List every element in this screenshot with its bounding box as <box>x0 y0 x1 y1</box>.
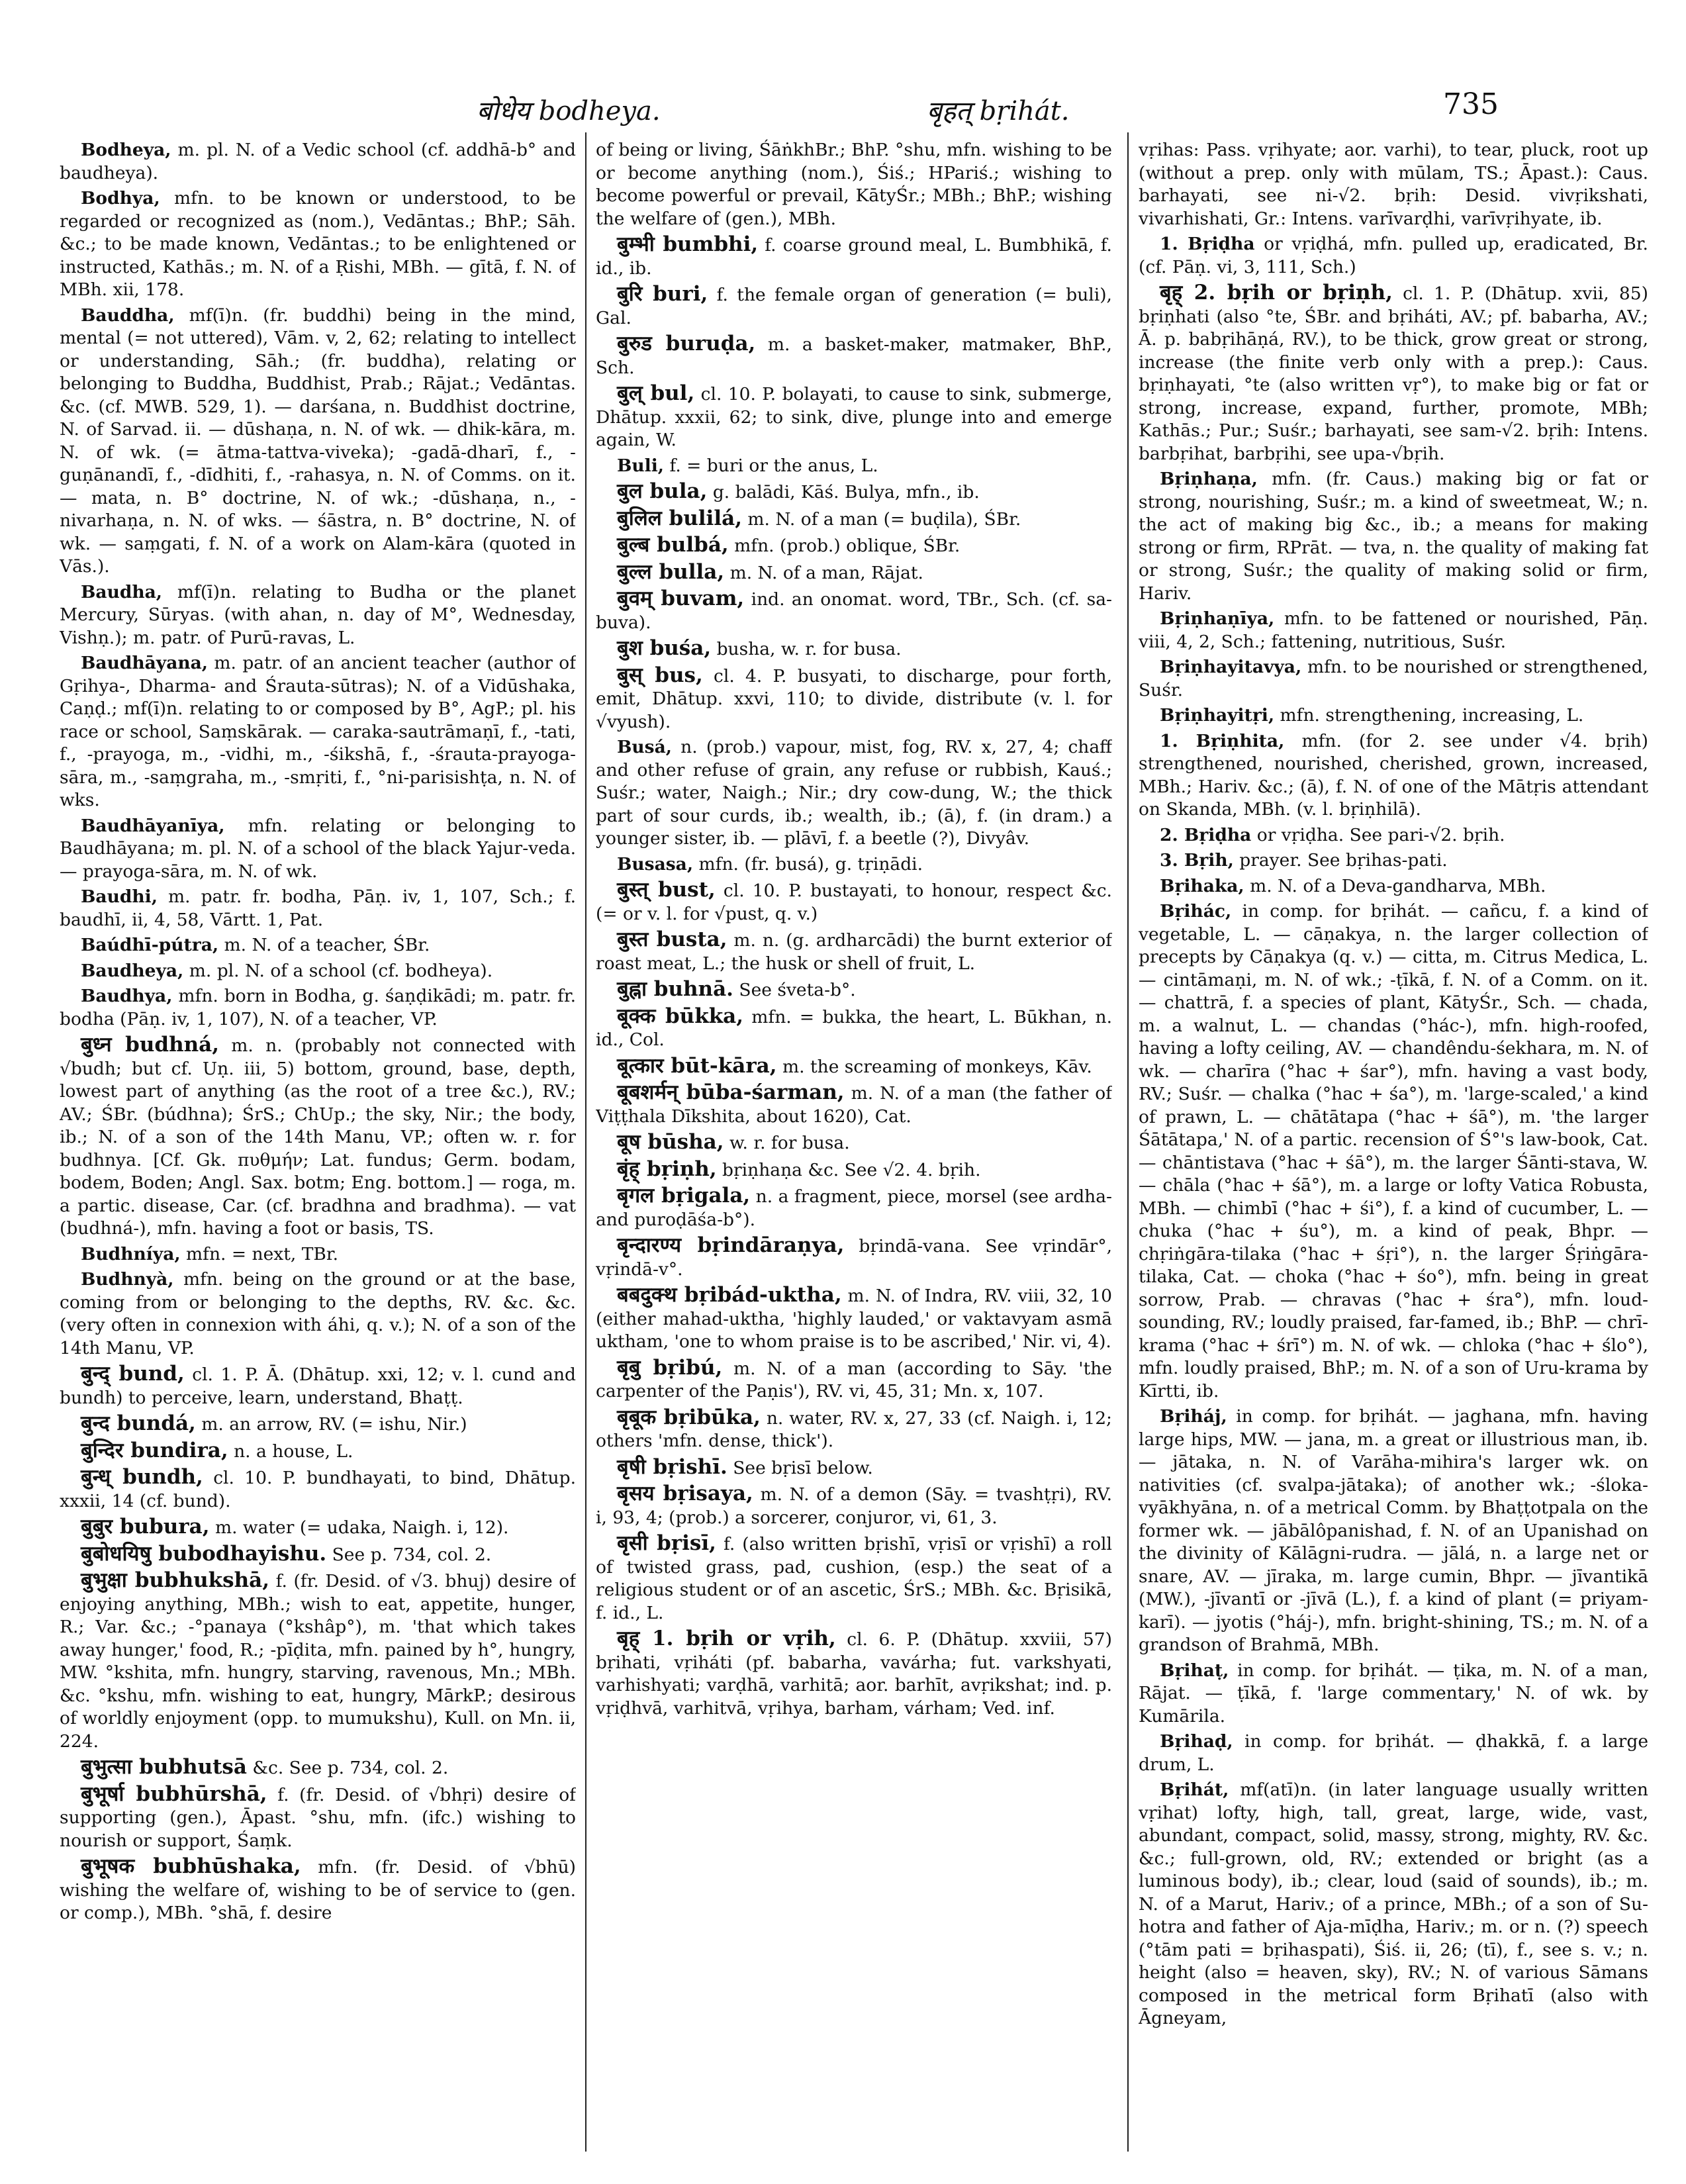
dictionary-entry <box>1139 608 1648 653</box>
entry-headword: Baudhya, <box>81 986 173 1006</box>
dictionary-entry <box>1139 1779 1648 2030</box>
entry-definition: f. (fr. Desid. of √3. bhuj) desire of enjoying anything, MBh.; wish to eat, appetite, hunger, R.; Var. &c.; -°panaya (°kshâp°), m. 'that which takes away hunger,' food, R.; -pīḍita, mfn. pained by h°, hungry, MW. °kshita, mfn. hungry, starving, ravenous, Mn.; MBh. &c. °kshu, mfn. wishing to eat, hungry, MārkP.; desirous of worldly enjoyment (opp. to mumukshu), Kull. on Mn. ii, 224. <box>60 1571 576 1752</box>
entry-definition: n. a fragment, piece, morsel (see ardha- and puroḍāśa-b°). <box>596 1186 1112 1230</box>
entry-headword: बुबोधयिषु bubodhayishu. <box>81 1541 327 1566</box>
entry-headword: बृसी bṛisī, <box>617 1531 716 1555</box>
entry-definition: m. N. of a man, Rājat. <box>729 562 923 583</box>
entry-headword: Budhníya, <box>81 1243 181 1264</box>
entry-definition: or vṛiḍha. See pari-√2. bṛih. <box>1256 824 1505 845</box>
entry-headword: बुश buśa, <box>617 636 712 660</box>
dictionary-entry <box>60 1855 576 1925</box>
dictionary-entry <box>596 382 1112 452</box>
entry-definition: m. n. (g. ardharcādi) the burnt exterior of roast meat, L.; the husk or shell of fruit, L. <box>596 930 1112 974</box>
dictionary-entry <box>1139 139 1648 230</box>
entry-headword: बुवम् buvam, <box>617 587 745 610</box>
entry-definition: m. the screaming of monkeys, Kāv. <box>782 1056 1092 1077</box>
entry-headword: बुरि buri, <box>617 282 708 306</box>
dictionary-entry <box>60 1033 576 1241</box>
dictionary-entry <box>60 1543 576 1567</box>
entry-definition: in comp. for bṛihát. — ṭika, m. N. of a man, Rājat. — ṭīkā, f. 'large commentary,' N. of wk. by Kumārila. <box>1139 1660 1648 1727</box>
dictionary-entry <box>60 139 576 185</box>
entry-headword: बुन्द bundá, <box>81 1411 196 1435</box>
column-2 <box>596 139 1112 2165</box>
dictionary-entry <box>596 1158 1112 1182</box>
entry-definition: in comp. for bṛihát. — ḍhakkā, f. a large drum, L. <box>1139 1731 1648 1775</box>
page-number: 735 <box>1443 87 1499 121</box>
entry-headword: Bṛiṇhayitavya, <box>1160 657 1302 677</box>
entry-definition: mfn. born in Bodha, g. śaṇḍikādi; m. patr. fr. bodha (Pāṇ. iv, 1, 107), N. of a teacher, VP. <box>60 986 576 1029</box>
dictionary-entry <box>1139 730 1648 822</box>
dictionary-entry <box>596 978 1112 1002</box>
dictionary-entry <box>60 652 576 812</box>
entry-headword: Bṛihaḍ, <box>1160 1731 1233 1752</box>
entry-headword: बुन्द् bund, <box>81 1362 185 1386</box>
entry-definition: mfn. being on the ground or at the base, coming from or belonging to the depths, RV. &c. &c. (very often in connexion with áhi, q. v.); N. of a son of the 14th Manu, VP. <box>60 1269 576 1358</box>
dictionary-entry <box>596 1055 1112 1079</box>
entry-definition: bṛiṇhaṇa &c. See √2. 4. bṛih. <box>722 1159 981 1180</box>
dictionary-entry <box>596 1131 1112 1155</box>
entry-headword: बुल्ब bulbá, <box>617 533 729 557</box>
dictionary-entry <box>596 1406 1112 1453</box>
dictionary-entry <box>60 934 576 957</box>
entry-definition: busha, w. r. for busa. <box>716 639 902 659</box>
dictionary-entry <box>596 455 1112 478</box>
dictionary-entry <box>596 534 1112 558</box>
entry-headword: 3. Bṛih, <box>1160 850 1234 871</box>
entry-headword: बुस् bus, <box>617 663 703 687</box>
dictionary-entry <box>1139 900 1648 1403</box>
entry-definition: m. patr. fr. bodha, Pāṇ. iv, 1, 107, Sch.; f. baudhī, ii, 4, 58, Vārtt. 1, Pat. <box>60 886 576 930</box>
dictionary-entry <box>596 1081 1112 1128</box>
dictionary-entry <box>1139 704 1648 728</box>
entry-headword: बृसय bṛisaya, <box>617 1482 753 1505</box>
entry-definition: f. coarse ground meal, L. Bumbhikā, f. id., ib. <box>596 235 1112 279</box>
entry-headword: बुल्ल bulla, <box>617 559 725 584</box>
entry-headword: बुन्दिर bundira, <box>81 1438 228 1462</box>
entry-definition: n. a house, L. <box>234 1441 353 1462</box>
entry-headword: बुभुत्सा bubhutsā <box>81 1755 247 1779</box>
entry-headword: बृबूक bṛibūka, <box>617 1405 761 1429</box>
entry-definition: See bṛisī below. <box>733 1457 873 1478</box>
entry-definition: m. pl. N. of a Vedic school (cf. addhā-b° and baudheya). <box>60 140 576 183</box>
dictionary-entry <box>60 1362 576 1409</box>
entry-definition: See śveta-b°. <box>739 980 856 1000</box>
entry-headword: Busasa, <box>617 853 694 875</box>
entry-definition: m. N. of a Deva-gandharva, MBh. <box>1250 875 1546 896</box>
entry-definition: mfn. (fr. busá), g. tṛiṇādi. <box>698 853 923 875</box>
entry-headword: बुध्न budhná, <box>81 1033 220 1057</box>
entry-definition: n. (prob.) vapour, mist, fog, RV. x, 27, 4; chaff and other refuse of grain, any refuse or rubbish, Kauś.; Suśr.; water, Naigh.; Nir.; dry cow-dung, W.; the thick part of sour curds, ib.; wealth, ib.; (ā), f. (in dram.) a younger sister, ib. — plāvī, f. a beetle (?), Divyâv. <box>596 737 1112 849</box>
dictionary-entry <box>1139 233 1648 279</box>
entry-headword: Baudhi, <box>81 886 158 907</box>
column-1 <box>60 139 576 2165</box>
entry-headword: 1. Bṛiḍha <box>1160 234 1255 254</box>
entry-headword: Bṛiháj, <box>1160 1406 1227 1427</box>
entry-headword: बृबु bṛibú, <box>617 1355 723 1380</box>
entry-definition: mfn. = next, TBr. <box>186 1243 339 1264</box>
dictionary-entry <box>1139 468 1648 605</box>
entry-definition: f. = buri or the anus, L. <box>669 455 878 476</box>
entry-headword: Bṛihaka, <box>1160 875 1244 896</box>
entry-headword: बुरुड buruḍa, <box>617 332 756 356</box>
dictionary-entry <box>60 1412 576 1437</box>
entry-definition: m. a basket-maker, matmaker, BhP., Sch. <box>596 334 1112 378</box>
entry-definition: m. n. (probably not connected with √budh; but cf. Uṇ. iii, 5) bottom, ground, base, depth, lowest part of anything (as the root of a tree &c.), RV.; AV.; ŚBr. (búdhna); ŚrS.; ChUp.; the sky, Nir.; the body, ib.; N. of a son of the 14th Manu, VP.; often w. r. for budhnya. [Cf. Gk. πυθμήν; Lat. fundus; Germ. bodam, bodem, Boden; Angl. Sax. botm; Eng. bottom.] — roga, m. a partic. disease, Car. (cf. bradhna and bradhma). — vat (budhná-), mfn. having a foot or basis, TS. <box>60 1035 576 1239</box>
entry-definition: mfn. (for 2. see under √4. bṛih) strengthened, nourished, cherished, grown, increased, MBh.; Hariv. &c.; (ā), f. N. of one of the Mātṛis attendant on Skanda, MBh. (v. l. bṛiṇhilā). <box>1139 730 1648 820</box>
entry-definition: cl. 1. P. Ā. (Dhātup. xxi, 12; v. l. cund and bundh) to perceive, learn, understand, Bhaṭṭ. <box>60 1364 576 1408</box>
entry-definition: mfn. to be nourished or strengthened, Suśr. <box>1139 657 1648 700</box>
entry-headword: Baudhāyana, <box>81 653 209 673</box>
entry-headword: बुम्भी bumbhi, <box>617 232 759 256</box>
dictionary-entry <box>60 960 576 983</box>
entry-definition: cl. 6. P. (Dhātup. xxviii, 57) bṛihati, vṛiháti (pf. babarha, vavárha; fut. varkshyati, varhishyati; varḍhā, varhitā; aor. barhīt, avṛikshat; ind. p. vṛiḍhvā, varhitvā, vṛihya, barham, várham; Ved. inf. <box>596 1629 1112 1719</box>
entry-definition: mfn. = bukka, the heart, L. Būkhan, n. id., Col. <box>596 1006 1112 1050</box>
entry-definition: or vṛiḍhá, mfn. pulled up, eradicated, Br. (cf. Pāṇ. vi, 3, 111, Sch.) <box>1139 234 1648 277</box>
entry-definition: vṛihas: Pass. vṛihyate; aor. varhi), to tear, pluck, root up (without a prep. only with mūlam, TS.; Āpast.): Caus. barhayati, see ni-√2. bṛih: Desid. vivṛikshati, vivarhishati, Gr.: Intens. varīvarḍhi, varīvṛihyate, ib. <box>1139 140 1648 229</box>
dictionary-entry <box>1139 824 1648 847</box>
entry-definition: in comp. for bṛihát. — cañcu, f. a kind of vegetable, L. — cāṇakya, n. the larger collection of precepts by Cāṇakya (q. v.) — citta, m. Citrus Medica, L. — cintāmaṇi, m. N. of wk.; -ṭīkā, f. N. of a Comm. on it. — chattrā, f. a species of plant, KātyŚr., Sch. — chada, m. a walnut, L. — chandas (°hác-), mfn. high-roofed, having a lofty ceiling, AV. — chandêndu-śekhara, m. N. of wk. — charīra (°hac + śar°), mfn. having a vast body, RV.; Suśr. — chalka (°hac + śa°), m. 'large-scaled,' a kind of prawn, L. — chātātapa (°hac + śā°), m. 'the larger Śātātapa,' N. of a partic. recension of Ś°'s law-book, Cat. — chāntistava (°hac + śā°), m. the larger Śānti-stava, W. — chāla (°hac + śā°), m. a large or lofty Vatica Robusta, MBh. — chimbī (°hac + śi°), f. a kind of cucumber, L. — chuka (°hac + śu°), m. a kind of peak, Bhpr. — chṛiṅgāra-tilaka (°hac + śṛi°), n. the larger Śṛiṅgāra-tilaka, Cat. — choka (°hac + śo°), mfn. being in great sorrow, Prab. — chravas (°hac + śra°), mfn. loud-sounding, RV.; loudly praised, far-famed, ib.; BhP. — chrī-krama (°hac + śrī°) m. N. of wk. — chloka (°hac + ślo°), mfn. loudly praised, BhP.; m. N. of a son of Uru-krama by Kīrtti, ib. <box>1139 901 1648 1401</box>
entry-definition: mfn. (fr. Desid. of √bhū) wishing the welfare of, wishing to be of service to (gen. or comp.), MBh. °shā, f. desire <box>60 1857 576 1923</box>
entry-definition: cl. 10. P. bundhayati, to bind, Dhātup. xxxii, 14 (cf. bund). <box>60 1468 576 1511</box>
entry-definition: m. N. of Indra, RV. viii, 32, 10 (either mahad-uktha, 'highly lauded,' or vaktavyam asmā uktham, 'one to whom praise is to be ascribed,' Nir. vi, 4). <box>596 1286 1112 1352</box>
entry-headword: बुल bula, <box>617 479 708 503</box>
entry-definition: of being or living, ŚāṅkhBr.; BhP. °shu, mfn. wishing to be or become anything (nom.), Śiś.; HPariś.; wishing to become powerful or prevail, KātyŚr.; MBh.; BhP.; wishing the welfare of (gen.), MBh. <box>596 140 1112 229</box>
dictionary-entry <box>596 878 1112 926</box>
entry-definition: mf(ī)n. (fr. buddhi) being in the mind, mental (= not uttered), Vām. v, 2, 62; relating to intellect or understanding, Sāh.; (fr. buddha), relating or belonging to Buddha, Buddhist, Prab.; Rājat.; Vedāntas. &c. (cf. MWB. 529, 1). — darśana, n. Buddhist doctrine, N. of Sarvad. ii. — dūshaṇa, n. N. of wk. — dhik-kāra, m. N. of wk. (= ātma-tattva-viveka); -gadā-dharī, f., -guṇānandī, f., -dīdhiti, f., -rahasya, n. N. of Comms. on it. — mata, n. B° doctrine, N. of wk.; -dūshaṇa, n., -nivarhaṇa, n. N. of wks. — śāstra, n. B° doctrine, N. of wk. — saṃgati, f. N. of a work on Alam-kāra (quoted in Vās.). <box>60 305 576 577</box>
entry-headword: बृषी bṛishī. <box>617 1454 727 1479</box>
entry-headword: बबदुक्थ bṛibád-uktha, <box>617 1283 842 1307</box>
entry-definition: mfn. (fr. Caus.) making big or fat or strong, nourishing, Suśr.; m. a kind of sweetmeat, W.; n. the act of making big &c., ib.; a means for making strong or firm, RPrāt. — tva, n. the quality of making fat or strong, Suśr.; the quality of making solid or firm, Hariv. <box>1139 469 1648 604</box>
entry-definition: g. balādi, Kāś. Bulya, mfn., ib. <box>712 482 980 502</box>
dictionary-entry <box>60 985 576 1031</box>
entry-definition: m. an arrow, RV. (= ishu, Nir.) <box>201 1414 467 1435</box>
entry-headword: बुबुर bubura, <box>81 1515 210 1539</box>
entry-headword: बृह् 1. bṛih or vṛih, <box>617 1627 836 1650</box>
entry-definition: n. water, RV. x, 27, 33 (cf. Naigh. i, 12; others 'mfn. dense, thick'). <box>596 1407 1112 1451</box>
entry-headword: Baudha, <box>81 581 163 602</box>
entry-headword: Baudheya, <box>81 960 184 981</box>
entry-headword: Bṛihaṭ, <box>1160 1660 1229 1681</box>
dictionary-entry <box>596 480 1112 504</box>
entry-definition: cl. 4. P. busyati, to discharge, pour forth, emit, Dhātup. xxvi, 110; to divide, distribute (v. l. for √vyush). <box>596 665 1112 732</box>
entry-definition: w. r. for busa. <box>729 1133 850 1153</box>
entry-headword: Budhnyà, <box>81 1269 174 1290</box>
entry-definition: f. the female organ of generation (= buli), Gal. <box>596 285 1112 328</box>
dictionary-entry <box>596 1005 1112 1052</box>
dictionary-entry <box>596 233 1112 280</box>
dictionary-entry <box>1139 281 1648 465</box>
dictionary-entry <box>60 581 576 650</box>
column-3 <box>1139 139 1648 2165</box>
entry-headword: Bṛiṇhayitṛi, <box>1160 705 1275 726</box>
entry-headword: Bodhya, <box>81 188 160 209</box>
entry-headword: Bauddha, <box>81 305 175 326</box>
entry-headword: बूष būsha, <box>617 1130 724 1154</box>
entry-headword: Bṛihát, <box>1160 1780 1229 1800</box>
dictionary-entry <box>596 561 1112 585</box>
entry-definition: mfn. strengthening, increasing, L. <box>1280 705 1584 726</box>
entry-definition: cl. 10. P. bustayati, to honour, respect &c. (= or v. l. for √pust, q. v.) <box>596 880 1112 924</box>
dictionary-entry <box>60 1756 576 1780</box>
dictionary-entry <box>596 332 1112 379</box>
column-divider <box>585 132 586 2152</box>
dictionary-entry <box>60 1466 576 1513</box>
entry-definition: m. water (= udaka, Naigh. i, 12). <box>214 1517 509 1538</box>
dictionary-entry <box>596 736 1112 851</box>
entry-headword: बुलिल bulilá, <box>617 506 742 530</box>
entry-definition: in comp. for bṛihát. — jaghana, mfn. having large hips, MW. — jana, m. a great or illustrious man, ib. — jātaka, n. N. of Varāha-mihira's larger wk. on nativities (cf. svalpa-jātaka); of another wk.; -śloka-vyākhyāna, n. of a metrical Comm. by Bhaṭṭotpala on the former wk. — jābālôpanishad, f. N. of an Upanishad on the divinity of Kālāgni-rudra. — jālá, n. a large net or snare, AV. — jīraka, m. large cumin, Bhpr. — jīvantikā (MW.), -jīvantī or -jīvā (L.), f. a kind of plant (= priyam-karī). — jyotis (°háj-), mfn. bright-shining, TS.; m. N. of a grandson of Brahmā, MBh. <box>1139 1406 1648 1655</box>
dictionary-entry <box>1139 875 1648 898</box>
entry-headword: बृंह् bṛiṇh, <box>617 1157 717 1181</box>
entry-headword: बुभूषक bubhūshaka, <box>81 1854 301 1878</box>
entry-headword: Baúdhī-pútra, <box>81 935 219 955</box>
dictionary-entry <box>1139 1405 1648 1657</box>
column-divider <box>1127 132 1129 2152</box>
dictionary-entry <box>596 139 1112 230</box>
entry-definition: mf(atī)n. (in later language usually written vṛihat) lofty, high, tall, great, large, wide, vast, abundant, compact, solid, massy, strong, mighty, RV. &c. &c.; full-grown, old, RV.; extended or bright (as a luminous body), ib.; clear, loud (said of sounds), ib.; m. N. of a Marut, Hariv.; of a prince, MBh.; of a son of Su-hotra and father of Aja-mīḍha, Hariv.; m. or n. (?) speech (°tām pati = bṛihaspati), Śiś. ii, 26; (tī), f., see s. v.; n. height (also = heaven, sky), RV.; N. of various Sāmans composed in the metrical form Bṛihatī (also with Āgneyam, <box>1139 1780 1648 2028</box>
dictionary-entry <box>1139 1731 1648 1776</box>
entry-headword: बुल् bul, <box>617 381 695 405</box>
entry-definition: &c. See p. 734, col. 2. <box>252 1758 449 1778</box>
dictionary-entry <box>60 187 576 302</box>
dictionary-entry <box>596 1234 1112 1281</box>
dictionary-entry <box>596 928 1112 975</box>
entry-definition: cl. 1. P. (Dhātup. xvii, 85) bṛiṇhati (also °te, ŚBr. and bṛiháti, AV.; pf. babarha, AV.; Ā. p. babṛihāṇá, RV.), to be thick, grow great or strong, increase (the finite verb only with a prep.): Caus. bṛiṇhayati, °te (also written vṛ°), to make big or fat or strong, increase, expand, further, promote, MBh; Kathās.; Pur.; Suśr.; barhayati, see sam-√2. bṛih: Intens. barbṛihat, barbṛihi, see upa-√bṛih. <box>1139 283 1648 464</box>
entry-definition: m. N. of a man (= buḍila), ŚBr. <box>747 508 1021 530</box>
entry-definition: prayer. See bṛihas-pati. <box>1239 850 1448 871</box>
entry-definition: f. (fr. Desid. of √bhṛi) desire of supporting (gen.), Āpast. °shu, mfn. (ifc.) wishing to nourish or support, Śaṃk. <box>60 1784 576 1851</box>
dictionary-entry <box>596 507 1112 532</box>
entry-definition: mfn. relating or belonging to Baudhāyana; m. pl. N. of a school of the black Yajur-veda. — prayoga-sāra, m. N. of wk. <box>60 815 576 882</box>
entry-definition: cl. 10. P. bolayati, to cause to sink, submerge, Dhātup. xxxii, 62; to sink, dive, plunge into and emerge again, W. <box>596 384 1112 450</box>
dictionary-entry <box>60 1439 576 1464</box>
dictionary-entry <box>1139 849 1648 873</box>
entry-definition: ind. an onomat. word, TBr., Sch. (cf. sa-buva). <box>596 589 1112 633</box>
entry-headword: बूत्कार būt-kāra, <box>617 1053 777 1078</box>
entry-headword: बूक्क būkka, <box>617 1004 744 1028</box>
entry-headword: बुह्ना buhnā. <box>617 977 733 1001</box>
dictionary-entry <box>596 1284 1112 1354</box>
dictionary-entry <box>596 587 1112 634</box>
entry-headword: Bṛiṇhaṇa, <box>1160 469 1258 489</box>
entry-headword: बूबशर्मन् būba-śarman, <box>617 1080 845 1104</box>
page-header <box>0 87 1686 131</box>
entry-headword: Busá, <box>617 737 672 757</box>
dictionary-entry <box>596 637 1112 661</box>
dictionary-entry <box>60 305 576 579</box>
dictionary-entry <box>60 815 576 884</box>
entry-headword: Buli, <box>617 455 665 476</box>
dictionary-entry <box>60 1783 576 1853</box>
entry-headword: 2. Bṛiḍha <box>1160 824 1252 845</box>
entry-definition: m. N. of a man (the father of Viṭṭhala Dīkshita, about 1620), Cat. <box>596 1083 1112 1127</box>
dictionary-entry <box>60 886 576 931</box>
entry-headword: बुस्त् bust, <box>617 878 716 902</box>
dictionary-entry <box>596 853 1112 877</box>
dictionary-entry <box>60 1268 576 1360</box>
entry-headword: बुभूर्षा bubhūrshā, <box>81 1781 267 1806</box>
entry-headword: बृन्दारण्य bṛindāraṇya, <box>617 1233 845 1257</box>
running-head-left: बोधेय bodheya. <box>477 96 661 126</box>
dictionary-entry <box>1139 656 1648 702</box>
entry-headword: बुस्त busta, <box>617 927 727 951</box>
dictionary-entry <box>60 1243 576 1266</box>
entry-definition: m. patr. of an ancient teacher (author of Gṛihya-, Dharma- and Śrauta-sūtras); N. of a Vidūshaka, Caṇḍ.; mf(ī)n. relating to or composed by B°, AgP.; pl. his race or school, Saṃskārak. — caraka-sautrāmaṇī, f., -tati, f., -prayoga, m., -vidhi, m., -śikshā, f., -śrauta-prayoga-sāra, m., -saṃgraha, m., -smṛiti, f., °ni-parisishṭa, n. N. of wks. <box>60 653 576 810</box>
dictionary-entry <box>60 1569 576 1753</box>
entry-definition: m. N. of a demon (Sāy. = tvashṭṛi), RV. i, 93, 4; (prob.) a sorcerer, conjuror, vi, 61, 3. <box>596 1484 1112 1528</box>
entry-headword: बृगल bṛigala, <box>617 1184 751 1208</box>
entry-definition: m. N. of a man (according to Sāy. 'the carpenter of the Paṇis'), RV. vi, 45, 31; Mn. x, 107. <box>596 1358 1112 1401</box>
dictionary-entry <box>60 1515 576 1540</box>
dictionary-entry <box>596 1482 1112 1529</box>
dictionary-entry <box>596 1356 1112 1403</box>
entry-headword: बुभुक्षा bubhukshā, <box>81 1568 270 1592</box>
dictionary-entry <box>596 1184 1112 1231</box>
entry-definition: m. pl. N. of a school (cf. bodheya). <box>189 960 493 981</box>
entry-definition: See p. 734, col. 2. <box>332 1544 492 1565</box>
entry-definition: mfn. to be fattened or nourished, Pāṇ. viii, 4, 2, Sch.; fattening, nutritious, Suśr. <box>1139 608 1648 652</box>
entry-headword: Bṛihác, <box>1160 901 1232 922</box>
running-head-center: बृहत् bṛihát. <box>927 96 1070 126</box>
dictionary-entry <box>1139 1660 1648 1729</box>
entry-headword: बृह् 2. bṛih or bṛiṇh, <box>1160 281 1393 305</box>
dictionary-entry <box>596 664 1112 734</box>
entry-headword: 1. Bṛiṇhita, <box>1160 730 1285 751</box>
dictionary-entry <box>596 1627 1112 1720</box>
dictionary-entry <box>596 1456 1112 1480</box>
entry-definition: bṛindā-vana. See vṛindār°, vṛindā-v°. <box>596 1236 1112 1280</box>
entry-definition: mfn. (prob.) oblique, ŚBr. <box>734 536 960 556</box>
entry-headword: बुन्ध् bundh, <box>81 1465 203 1489</box>
entry-definition: f. (also written bṛishī, vṛisī or vṛishī) a roll of twisted grass, pad, cushion, (esp.) the seat of a religious student or of an ascetic, ŚrS.; MBh. &c. Bṛisikā, f. id., L. <box>596 1534 1112 1623</box>
entry-headword: Bodheya, <box>81 140 171 160</box>
entry-headword: Baudhāyanīya, <box>81 815 225 836</box>
entry-definition: mf(ī)n. relating to Budha or the planet Mercury, Sūryas. (with ahan, n. day of M°, Wednesday, Vishṇ.); m. patr. of Purū-ravas, L. <box>60 581 576 648</box>
entry-definition: m. N. of a teacher, ŚBr. <box>224 935 430 955</box>
entry-definition: mfn. to be known or understood, to be regarded or recognized as (nom.), Vedāntas.; BhP.; Sāh. &c.; to be made known, Vedāntas.; to be enlightened or instructed, Kathās.; m. N. of a Ṛishi, MBh. — gītā, f. N. of MBh. xii, 178. <box>60 188 576 300</box>
dictionary-entry <box>596 283 1112 330</box>
dictionary-entry <box>596 1532 1112 1625</box>
entry-headword: Bṛiṇhaṇīya, <box>1160 608 1275 629</box>
